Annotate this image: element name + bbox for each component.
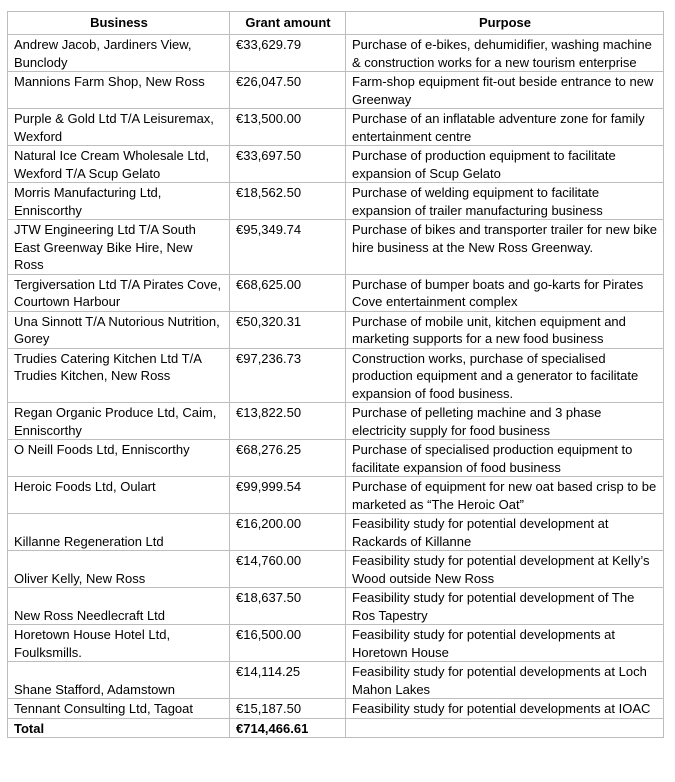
grant-amount-cell: €26,047.50 [230, 72, 346, 109]
purpose-cell: Purchase of welding equipment to facilitate expansion of trailer manufacturing business [346, 183, 664, 220]
table-row [8, 72, 664, 109]
business-cell: Killanne Regeneration Ltd [8, 514, 230, 551]
purpose-cell: Farm-shop equipment fit-out beside entrance to new Greenway [346, 72, 664, 109]
table-row [8, 477, 664, 514]
business-cell: Mannions Farm Shop, New Ross [8, 72, 230, 109]
table-row [8, 220, 664, 275]
purpose-cell: Purchase of mobile unit, kitchen equipment and marketing supports for a new food business [346, 311, 664, 348]
grant-amount-cell: €15,187.50 [230, 699, 346, 719]
grant-amount-cell: €33,629.79 [230, 35, 346, 72]
business-cell: New Ross Needlecraft Ltd [8, 588, 230, 625]
purpose-cell: Purchase of e-bikes, dehumidifier, washing machine & construction works for a new tourism enterprise [346, 35, 664, 72]
grant-amount-cell: €14,760.00 [230, 551, 346, 588]
total-grant-amount: €714,466.61 [230, 718, 346, 738]
table-row [8, 403, 664, 440]
business-cell: Tergiversation Ltd T/A Pirates Cove, Courtown Harbour [8, 274, 230, 311]
business-cell: Natural Ice Cream Wholesale Ltd, Wexford T/A Scup Gelato [8, 146, 230, 183]
grant-amount-cell: €99,999.54 [230, 477, 346, 514]
grant-amount-cell: €95,349.74 [230, 220, 346, 275]
grant-amount-cell: €18,637.50 [230, 588, 346, 625]
table-row [8, 35, 664, 72]
business-cell: Shane Stafford, Adamstown [8, 662, 230, 699]
business-cell: Trudies Catering Kitchen Ltd T/A Trudies Kitchen, New Ross [8, 348, 230, 403]
total-row [8, 718, 664, 738]
table-row [8, 699, 664, 719]
header-purpose: Purpose [346, 12, 664, 35]
purpose-cell: Purchase of an inflatable adventure zone for family entertainment centre [346, 109, 664, 146]
purpose-cell: Purchase of pelleting machine and 3 phase electricity supply for food business [346, 403, 664, 440]
total-label: Total [8, 718, 230, 738]
purpose-cell: Purchase of bumper boats and go-karts for Pirates Cove entertainment complex [346, 274, 664, 311]
table-row [8, 625, 664, 662]
purpose-cell: Purchase of equipment for new oat based crisp to be marketed as “The Heroic Oat” [346, 477, 664, 514]
business-cell: Morris Manufacturing Ltd, Enniscorthy [8, 183, 230, 220]
business-cell: Oliver Kelly, New Ross [8, 551, 230, 588]
purpose-cell: Feasibility study for potential developments at IOAC [346, 699, 664, 719]
header-row [8, 12, 664, 35]
business-cell: JTW Engineering Ltd T/A South East Greenway Bike Hire, New Ross [8, 220, 230, 275]
table-row [8, 662, 664, 699]
table-row [8, 514, 664, 551]
grant-amount-cell: €50,320.31 [230, 311, 346, 348]
business-cell: Purple & Gold Ltd T/A Leisuremax, Wexford [8, 109, 230, 146]
table-row [8, 109, 664, 146]
purpose-cell: Purchase of production equipment to facilitate expansion of Scup Gelato [346, 146, 664, 183]
grant-amount-cell: €14,114.25 [230, 662, 346, 699]
table-row [8, 311, 664, 348]
purpose-cell: Feasibility study for potential development of The Ros Tapestry [346, 588, 664, 625]
table-row [8, 348, 664, 403]
purpose-cell: Feasibility study for potential development at Kelly’s Wood outside New Ross [346, 551, 664, 588]
table-row [8, 146, 664, 183]
grants-table [7, 11, 664, 738]
table-row [8, 588, 664, 625]
business-cell: Heroic Foods Ltd, Oulart [8, 477, 230, 514]
table-row [8, 440, 664, 477]
purpose-cell: Feasibility study for potential development at Rackards of Killanne [346, 514, 664, 551]
purpose-cell: Purchase of bikes and transporter trailer for new bike hire business at the New Ross Greenway. [346, 220, 664, 275]
table-row [8, 274, 664, 311]
grant-amount-cell: €18,562.50 [230, 183, 346, 220]
grant-amount-cell: €33,697.50 [230, 146, 346, 183]
table-row [8, 183, 664, 220]
grant-amount-cell: €16,200.00 [230, 514, 346, 551]
grant-amount-cell: €13,822.50 [230, 403, 346, 440]
business-cell: Una Sinnott T/A Nutorious Nutrition, Gorey [8, 311, 230, 348]
header-grant-amount: Grant amount [230, 12, 346, 35]
business-cell: Regan Organic Produce Ltd, Caim, Enniscorthy [8, 403, 230, 440]
purpose-cell: Feasibility study for potential developments at Loch Mahon Lakes [346, 662, 664, 699]
purpose-cell: Feasibility study for potential developments at Horetown House [346, 625, 664, 662]
business-cell: Tennant Consulting Ltd, Tagoat [8, 699, 230, 719]
grant-amount-cell: €97,236.73 [230, 348, 346, 403]
grant-amount-cell: €68,276.25 [230, 440, 346, 477]
grant-amount-cell: €68,625.00 [230, 274, 346, 311]
business-cell: O Neill Foods Ltd, Enniscorthy [8, 440, 230, 477]
total-purpose [346, 718, 664, 738]
business-cell: Andrew Jacob, Jardiners View, Bunclody [8, 35, 230, 72]
business-cell: Horetown House Hotel Ltd, Foulksmills. [8, 625, 230, 662]
header-business: Business [8, 12, 230, 35]
grant-amount-cell: €13,500.00 [230, 109, 346, 146]
purpose-cell: Construction works, purchase of specialised production equipment and a generator to facilitate expansion of food business. [346, 348, 664, 403]
purpose-cell: Purchase of specialised production equipment to facilitate expansion of food business [346, 440, 664, 477]
grant-amount-cell: €16,500.00 [230, 625, 346, 662]
table-row [8, 551, 664, 588]
